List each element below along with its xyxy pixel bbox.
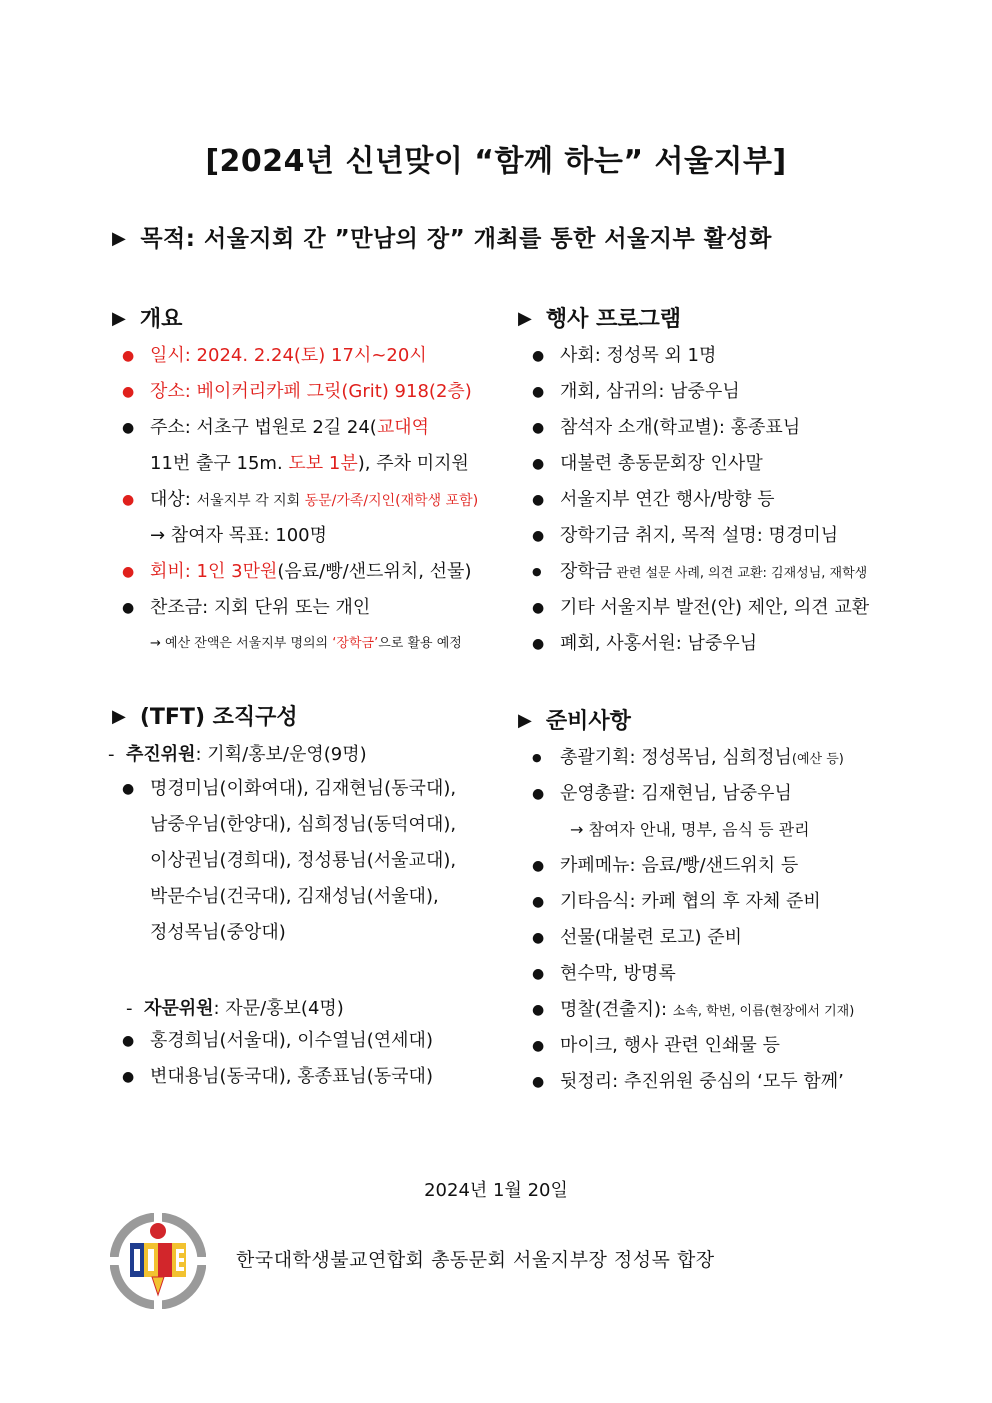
bullet-icon: ● (532, 420, 545, 436)
list-item: ● 기타음식: 카페 협의 후 자체 준비 (532, 884, 952, 920)
list-item: ● 명찰(견출지): 소속, 학번, 이름(현장에서 기재) (532, 992, 952, 1028)
list-item: ● 홍경희님(서울대), 이수열님(연세대) (122, 1023, 502, 1059)
bullet-icon: ● (122, 348, 135, 364)
bullet-icon: ● (532, 600, 545, 616)
bullet-icon: ● (532, 751, 542, 764)
event-support: 찬조금: 지회 단위 또는 개인 (150, 597, 371, 618)
bullet-icon: ● (122, 564, 135, 580)
list-item-continuation: → 참여자 안내, 명부, 음식 등 관리 (570, 820, 810, 839)
support-note: → 예산 잔액은 서울지부 명의의 ‘장학금’으로 활용 예정 (150, 636, 462, 651)
list-item: ● 카페메뉴: 음료/빵/샌드위치 등 (532, 848, 952, 884)
bullet-icon: ● (122, 781, 135, 797)
signature-line: 한국대학생불교연합회 총동문회 서울지부장 정성목 합장 (236, 1249, 715, 1271)
list-item: ● 참석자 소개(학교별): 홍종표님 (532, 410, 952, 446)
bullet-icon: ● (532, 1074, 545, 1090)
list-item-continuation: 이상권님(경희대), 정성룡님(서울교대), (150, 850, 457, 871)
list-item: ● 마이크, 행사 관련 인쇄물 등 (532, 1028, 952, 1064)
list-item: ● 명경미님(이화여대), 김재현님(동국대), (122, 771, 502, 807)
purpose-label: 목적: (140, 226, 196, 252)
list-item: ● 폐회, 사홍서원: 남중우님 (532, 626, 952, 662)
tft-heading: ▶ (TFT) 조직구성 (112, 705, 298, 730)
program-list (532, 338, 952, 662)
bullet-icon: ● (532, 966, 545, 982)
prep-heading: ▶ 준비사항 (518, 709, 631, 734)
list-item (122, 410, 502, 446)
bullet-icon: ● (122, 1069, 135, 1085)
target-goal: → 참여자 목표: 100명 (150, 525, 327, 546)
bullet-icon: ● (532, 858, 545, 874)
list-item (122, 482, 502, 518)
list-item (122, 374, 502, 410)
bullet-icon: ● (532, 1038, 545, 1054)
bullet-icon: ● (532, 384, 545, 400)
bullet-icon: ● (532, 492, 545, 508)
prep-list (532, 740, 952, 1100)
list-item: ● 현수막, 방명록 (532, 956, 952, 992)
list-item: ● 사회: 정성목 외 1명 (532, 338, 952, 374)
advisor-committee: - 자문위원: 자문/홍보(4명) (126, 998, 344, 1019)
list-item-continuation: 남중우님(한양대), 심희정님(동덕여대), (150, 814, 457, 835)
triangle-icon: ▶ (518, 308, 532, 329)
bullet-icon: ● (122, 1033, 135, 1049)
document-date: 2024년 1월 20일 (424, 1180, 568, 1201)
triangle-icon: ▶ (112, 228, 127, 249)
list-item-continuation: 박문수님(건국대), 김재성님(서울대), (150, 886, 439, 907)
bullet-icon: ● (532, 456, 545, 472)
advisor-members (122, 1023, 502, 1095)
overview-list (122, 338, 502, 662)
bullet-icon: ● (532, 636, 545, 652)
list-item-continuation: 정성목님(중앙대) (150, 922, 286, 943)
overview-heading: ▶ 개요 (112, 307, 183, 332)
list-item: ● 총괄기획: 정성목님, 심희정님(예산 등) (532, 740, 952, 776)
event-date: 일시: 2024. 2.24(토) 17시~20시 (150, 345, 427, 366)
list-item: ● 개회, 삼귀의: 남중우님 (532, 374, 952, 410)
page-title: [2024년 신년맞이 “함께 하는” 서울지부] (205, 144, 787, 179)
list-item: ● 뒷정리: 추진위원 중심의 ‘모두 함께’ (532, 1064, 952, 1100)
bullet-icon: ● (122, 600, 135, 616)
bullet-icon: ● (532, 348, 545, 364)
bullet-icon: ● (122, 492, 135, 508)
list-item (122, 338, 502, 374)
triangle-icon: ▶ (112, 308, 126, 329)
purpose-text: 서울지회 간 ”만남의 장” 개최를 통한 서울지부 활성화 (204, 226, 772, 252)
bullet-icon: ● (122, 420, 135, 436)
purpose-line (112, 220, 772, 253)
list-item-continuation (122, 518, 502, 554)
bullet-icon: ● (532, 930, 545, 946)
program-heading: ▶ 행사 프로그램 (518, 307, 682, 332)
list-item: ● 장학기금 취지, 목적 설명: 명경미님 (532, 518, 952, 554)
list-item: ● 운영총괄: 김재현님, 남중우님 (532, 776, 952, 812)
promo-members (122, 771, 502, 951)
bullet-icon: ● (532, 1002, 545, 1018)
list-item: ● 장학금 관련 설문 사례, 의견 교환: 김재성님, 재학생 (532, 554, 952, 590)
promo-committee: - 추진위원: 기획/홍보/운영(9명) (108, 744, 367, 765)
list-item: ● 변대용님(동국대), 홍종표님(동국대) (122, 1059, 502, 1095)
event-address-line2: 11번 출구 15m. 도보 1분), 주차 미지원 (150, 453, 469, 474)
organization-logo-icon (110, 1213, 206, 1309)
list-item: ● 서울지부 연간 행사/방향 등 (532, 482, 952, 518)
list-item-continuation (122, 446, 502, 482)
event-target: 대상: 서울지부 각 지회 동문/가족/지인(재학생 포함) (150, 489, 479, 510)
bullet-icon: ● (532, 565, 542, 578)
list-item: ● 선물(대불련 로고) 준비 (532, 920, 952, 956)
event-place: 장소: 베이커리카페 그릿(Grit) 918(2층) (150, 381, 472, 402)
list-item: ● 대불련 총동문회장 인사말 (532, 446, 952, 482)
list-item (122, 554, 502, 590)
event-fee: 회비: 1인 3만원(음료/빵/샌드위치, 선물) (150, 561, 472, 582)
list-item (122, 590, 502, 626)
bullet-icon: ● (532, 528, 545, 544)
bullet-icon: ● (532, 894, 545, 910)
triangle-icon: ▶ (112, 706, 126, 727)
event-address: 주소: 서초구 법원로 2길 24(교대역 (150, 417, 429, 438)
list-item: ● 기타 서울지부 발전(안) 제안, 의견 교환 (532, 590, 952, 626)
triangle-icon: ▶ (518, 710, 532, 731)
bullet-icon: ● (532, 786, 545, 802)
list-item-continuation (122, 626, 502, 662)
bullet-icon: ● (122, 384, 135, 400)
